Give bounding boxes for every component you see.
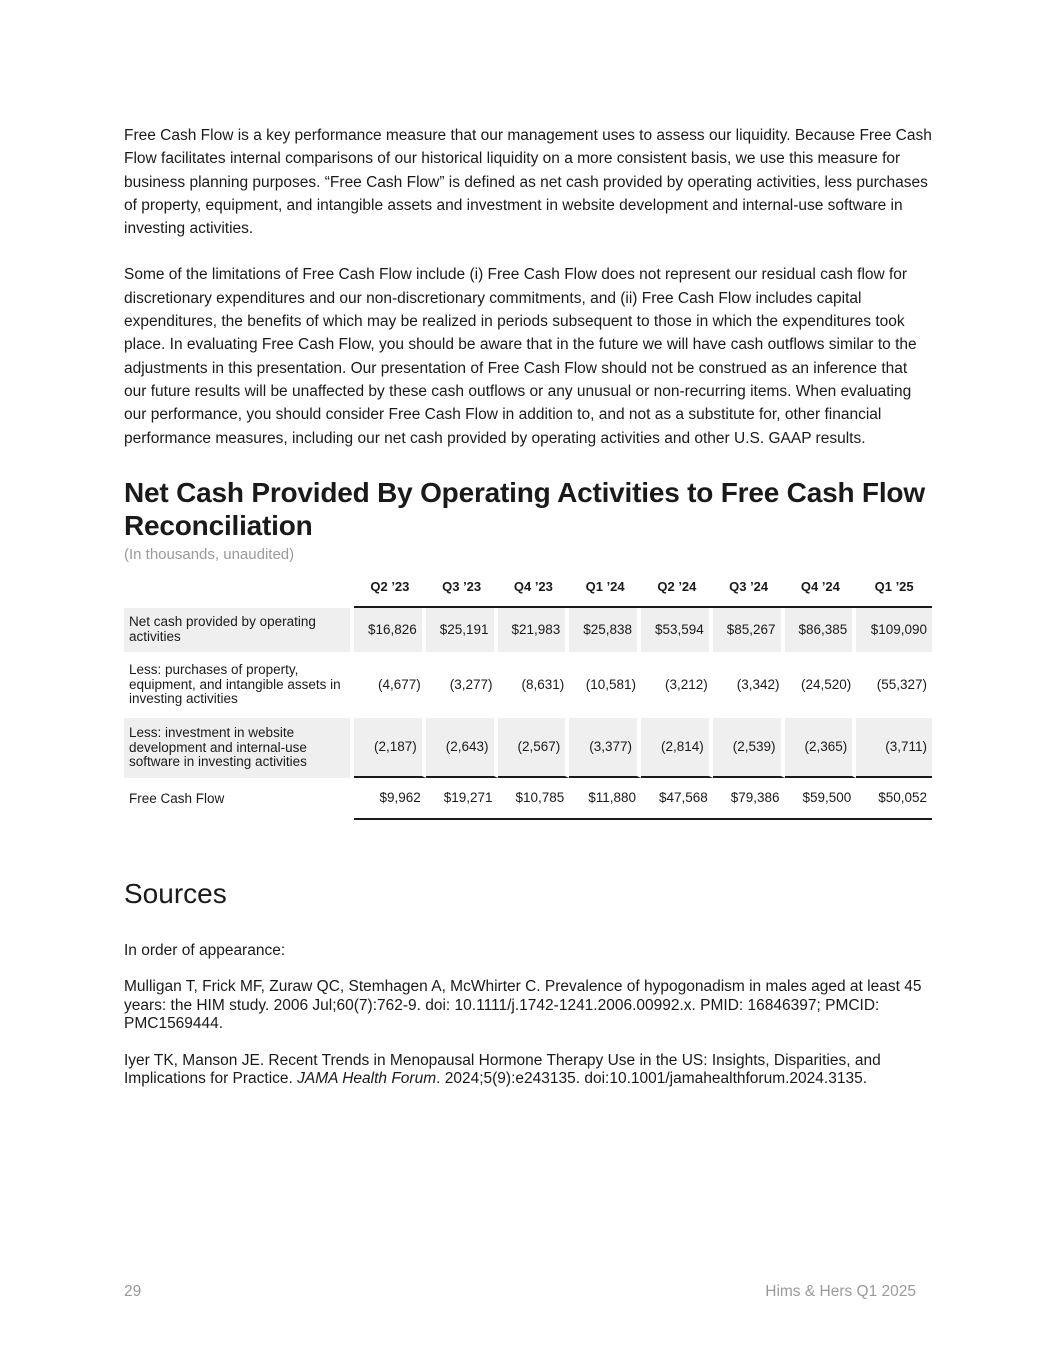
- col-header: Q4 ’23: [498, 573, 570, 608]
- ref-journal: JAMA Health Forum: [297, 1070, 437, 1088]
- cell-value: (8,631): [498, 652, 570, 714]
- paragraph-definition: Free Cash Flow is a key performance measure that our management uses to assess our liquidity. Because Free Cash Flow facilitates internal comparisons of our historical liquidity on a more consistent basis, we use this measure for business planning purposes. “Free Cash Flow” is defined as net cash provided by operating activities, less purchases of property, equipment, and intangible assets and investment in website development and internal-use software in investing activities.: [124, 127, 932, 238]
- col-header: Q1 ’24: [569, 573, 641, 608]
- cell-value: $50,052: [856, 778, 932, 820]
- cell-value: (3,377): [569, 714, 641, 778]
- cell-value: $21,983: [498, 608, 570, 652]
- table-row-total: [124, 778, 932, 820]
- row-label: Less: investment in website development and internal-use software in investing activities: [124, 714, 354, 778]
- row-label: Free Cash Flow: [129, 790, 225, 806]
- header-blank: [124, 573, 354, 608]
- row-label: Net cash provided by operating activities: [124, 608, 354, 652]
- cell-value: $86,385: [785, 608, 857, 652]
- paragraph-limitations: Some of the limitations of Free Cash Flow include (i) Free Cash Flow does not represent our residual cash flow for discretionary expenditures and our non-discretionary commitments, and (ii) Free Cash Flow includes capital expenditures, the benefits of which may be realized in periods subsequent to those in which the expenditures took place. In evaluating Free Cash Flow, you should be aware that in the future we will have cash outflows similar to the adjustments in this presentation. Our presentation of Free Cash Flow should not be construed as an inference that our future results will be unaffected by these cash outflows or any unusual or non-recurring items. When evaluating our performance, you should consider Free Cash Flow in addition to, and not as a substitute for, other financial performance measures, including our net cash provided by operating activities and other U.S. GAAP results.: [124, 266, 917, 447]
- source-reference: Mulligan T, Frick MF, Zuraw QC, Stemhagen A, McWhirter C. Prevalence of hypogonadism in males aged at least 45 years: the HIM study. 2006 Jul;60(7):762-9. doi: 10.1111/j.1742-1241.2006.00992.x. PMID: 16846397; PMCID: PMC1569444.: [124, 978, 922, 1033]
- cell-value: $9,962: [354, 778, 426, 820]
- cell-value: $109,090: [856, 608, 932, 652]
- page-content: [124, 124, 932, 1107]
- cell-value: $25,838: [569, 608, 641, 652]
- cell-value: $53,594: [641, 608, 713, 652]
- reconciliation-table: [124, 573, 932, 820]
- cell-value: (3,277): [426, 652, 498, 714]
- cell-value: (4,677): [354, 652, 426, 714]
- col-header: Q2 ’24: [641, 573, 713, 608]
- table-header-row: [124, 573, 932, 608]
- cell-value: $19,271: [426, 778, 498, 820]
- col-header: Q4 ’24: [785, 573, 857, 608]
- cell-value: (3,342): [713, 652, 785, 714]
- ref-text: Iyer TK, Manson JE. Recent Trends in Menopausal Hormone Therapy Use in the US: Insights, Disparities, and Implications for Practice.: [124, 1051, 881, 1088]
- cell-value: (55,327): [856, 652, 932, 714]
- cell-value: (3,711): [856, 714, 932, 778]
- table-row: [124, 652, 932, 714]
- cell-value: $85,267: [713, 608, 785, 652]
- cell-value: (2,365): [785, 714, 857, 778]
- cell-value: (2,539): [713, 714, 785, 778]
- cell-value: (10,581): [569, 652, 641, 714]
- cell-value: (2,567): [498, 714, 570, 778]
- row-label: Less: purchases of property, equipment, and intangible assets in investing activities: [124, 652, 354, 714]
- document-name: Hims & Hers Q1 2025: [765, 1283, 916, 1300]
- sources-title: Sources: [124, 877, 227, 909]
- table-row: [124, 608, 932, 652]
- cell-value: (2,187): [354, 714, 426, 778]
- table-note: (In thousands, unaudited): [124, 545, 295, 563]
- col-header: Q3 ’24: [713, 573, 785, 608]
- ref-text: . 2024;5(9):e243135. doi:10.1001/jamahealthforum.2024.3135.: [436, 1070, 868, 1088]
- cell-value: $59,500: [785, 778, 857, 820]
- table-row: [124, 714, 932, 778]
- cell-value: $25,191: [426, 608, 498, 652]
- cell-value: (24,520): [785, 652, 857, 714]
- cell-value: (2,814): [641, 714, 713, 778]
- cell-value: $47,568: [641, 778, 713, 820]
- cell-value: $79,386: [713, 778, 785, 820]
- col-header: Q3 ’23: [426, 573, 498, 608]
- cell-value: (2,643): [426, 714, 498, 778]
- source-reference: [124, 1052, 932, 1089]
- cell-value: $11,880: [569, 778, 641, 820]
- cell-value: $10,785: [498, 778, 570, 820]
- cell-value: $16,826: [354, 608, 426, 652]
- table-title: Net Cash Provided By Operating Activities to Free Cash Flow Reconciliation: [124, 476, 925, 541]
- col-header: Q2 ’23: [354, 573, 426, 608]
- cell-value: (3,212): [641, 652, 713, 714]
- sources-intro: In order of appearance:: [124, 941, 286, 959]
- col-header: Q1 ’25: [856, 573, 932, 608]
- page-number: 29: [124, 1283, 142, 1300]
